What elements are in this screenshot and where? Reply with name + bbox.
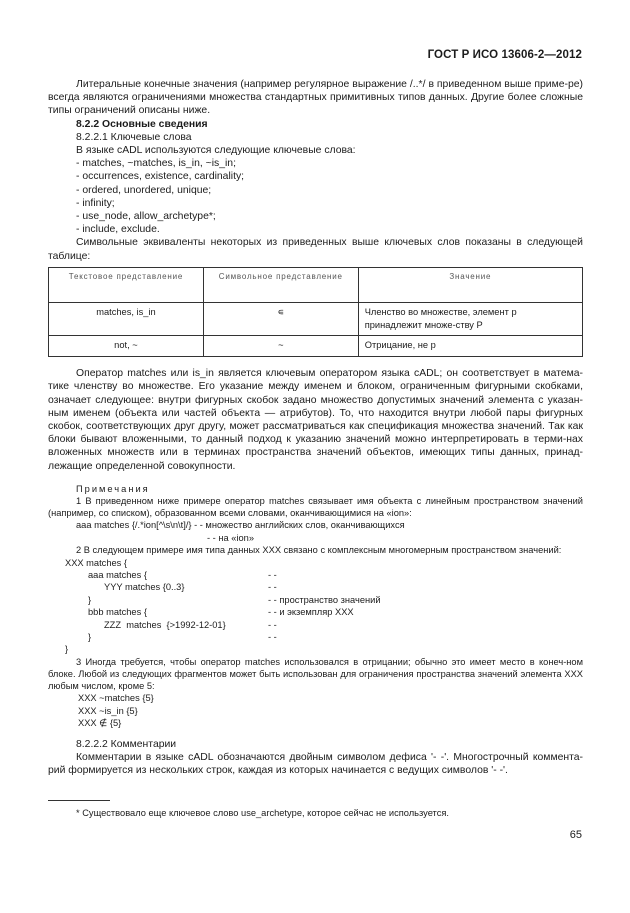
keyword-item: - ordered, unordered, unique;	[76, 184, 212, 196]
code-comment: - - и экземпляр XXX	[268, 607, 354, 618]
table-cell: Отрицание, не р	[358, 336, 582, 357]
code-line: XXX matches {	[65, 557, 128, 568]
notes-block	[48, 483, 583, 730]
keyword-item: - infinity;	[76, 197, 115, 209]
note-2: 2 В следующем примере имя типа данных XXX связано с комплексным многомерным пространством значений:	[76, 545, 562, 556]
keyword-symbols-table	[48, 267, 583, 357]
note-2-code	[48, 557, 583, 656]
table-row	[49, 336, 583, 357]
table-intro: Символьные эквиваленты некоторых из приведенных выше ключевых слов показаны в следующей таблице:	[48, 237, 583, 262]
code-comment: - - на «ion»	[207, 532, 254, 543]
table-header-row	[49, 267, 583, 302]
footnote-divider	[48, 800, 110, 801]
code-comment: - -	[268, 631, 277, 642]
page-number: 65	[569, 829, 582, 841]
code-line: XXX ~is_in {5}	[78, 705, 138, 716]
comments-paragraph: Комментарии в языке cADL обозначаются двойным символом дефиса '- -'. Многострочный коммента-рий формируется из нескольких строк, каждая из которых начинается с ведущих символов '- -'.	[48, 751, 583, 776]
code-line: aaa matches {/.*ion[^\s\n\t]/}	[76, 520, 192, 531]
table-cell: Членство во множестве, элемент р принадлежит множе-ству Р	[358, 302, 582, 335]
note-3-code	[48, 692, 583, 729]
code-comment: - - пространство значений	[268, 594, 381, 605]
table-cell: ∊	[203, 302, 358, 335]
code-line: XXX ~matches {5}	[78, 693, 154, 704]
code-line: bbb matches {	[88, 607, 147, 618]
code-line: }	[88, 631, 92, 642]
keyword-item: - occurrences, existence, cardinality;	[76, 171, 245, 183]
section-heading-8-2-2: 8.2.2 Основные сведения	[76, 118, 208, 130]
code-line: aaa matches {	[88, 569, 147, 580]
code-comment: - -	[268, 569, 277, 580]
subsection-heading-8-2-2-2: 8.2.2.2 Комментарии	[76, 738, 177, 750]
keyword-item: - use_node, allow_archetype*;	[76, 211, 216, 223]
code-line: }	[65, 644, 69, 655]
document-header: ГОСТ Р ИСО 13606-2—2012	[427, 49, 582, 61]
keyword-list	[48, 157, 583, 236]
keyword-item: - include, exclude.	[76, 224, 160, 236]
keyword-item: - matches, ~matches, is_in, ~is_in;	[76, 158, 236, 170]
note-1-code	[48, 519, 583, 544]
table-cell: ~	[203, 336, 358, 357]
operator-paragraph: Оператор matches или is_in является ключевым оператором языка cADL; он соответствует в матема-тике членству во множестве. Его указание между именем и блоком, ограниченным фигурными скобками, означает следующее: внутри фигурных скобок задано множество допустимых значений элемента с указан-ным именем (объекта или частей объекта — атрибутов). То, что находится внутри любой пары фигурных скобок, соответствующих друг другу, может рассматриваться как спецификация множества значений. Так как блоки бывают вложенными, то данный подход к указанию значений можно интерпретировать в терми-нах вложенных множеств или в терминах пространства значений объектов, имеющих типы данных, принад-лежащие определенной совокупности.	[48, 368, 583, 472]
note-1: 1 В приведенном ниже примере оператор matches связывает имя объекта с линейным пространством значений (например, со списком), образованном всеми словами, оканчивающимися на «ion»:	[48, 496, 583, 519]
code-line: XXX ∉ {5}	[78, 718, 122, 729]
note-3: 3 Иногда требуется, чтобы оператор matches использовался в отрицании; обычно это имеет место в конеч-ном блоке. Любой из следующих фрагментов может быть использован для ограничения пространства значений элемента XXX любым числом, кроме 5:	[48, 656, 583, 692]
intro-paragraph: Литеральные конечные значения (например регулярное выражение /..*/ в приведенном выше приме-ре) всегда являются ограничениями множества стандартных примитивных типов данных. Другие более сложные типы ограничений описаны ниже.	[48, 79, 583, 117]
code-line: YYY matches {0..3}	[104, 582, 185, 593]
code-comment: - - множество английских слов, оканчивающихся	[191, 520, 405, 531]
subsection-heading-8-2-2-1: 8.2.2.1 Ключевые слова	[76, 131, 192, 143]
code-comment: - -	[268, 619, 277, 630]
notes-title: Примечания	[76, 483, 150, 494]
footnote: * Существовало еще ключевое слово use_archetype, которое сейчас не используется.	[76, 808, 449, 818]
table-cell: matches, is_in	[49, 302, 204, 335]
code-line: }	[88, 594, 92, 605]
table-header-cell: Символьное представление	[203, 267, 358, 302]
table-header-cell: Текстовое представление	[49, 267, 204, 302]
table-row	[49, 302, 583, 335]
page-content	[48, 78, 583, 777]
code-comment: - -	[268, 582, 277, 593]
table-cell: not, ~	[49, 336, 204, 357]
table-header-cell: Значение	[358, 267, 582, 302]
code-line: ZZZ matches {>1992-12-01}	[104, 619, 226, 630]
keywords-lead: В языке cADL используются следующие ключевые слова:	[76, 145, 356, 157]
